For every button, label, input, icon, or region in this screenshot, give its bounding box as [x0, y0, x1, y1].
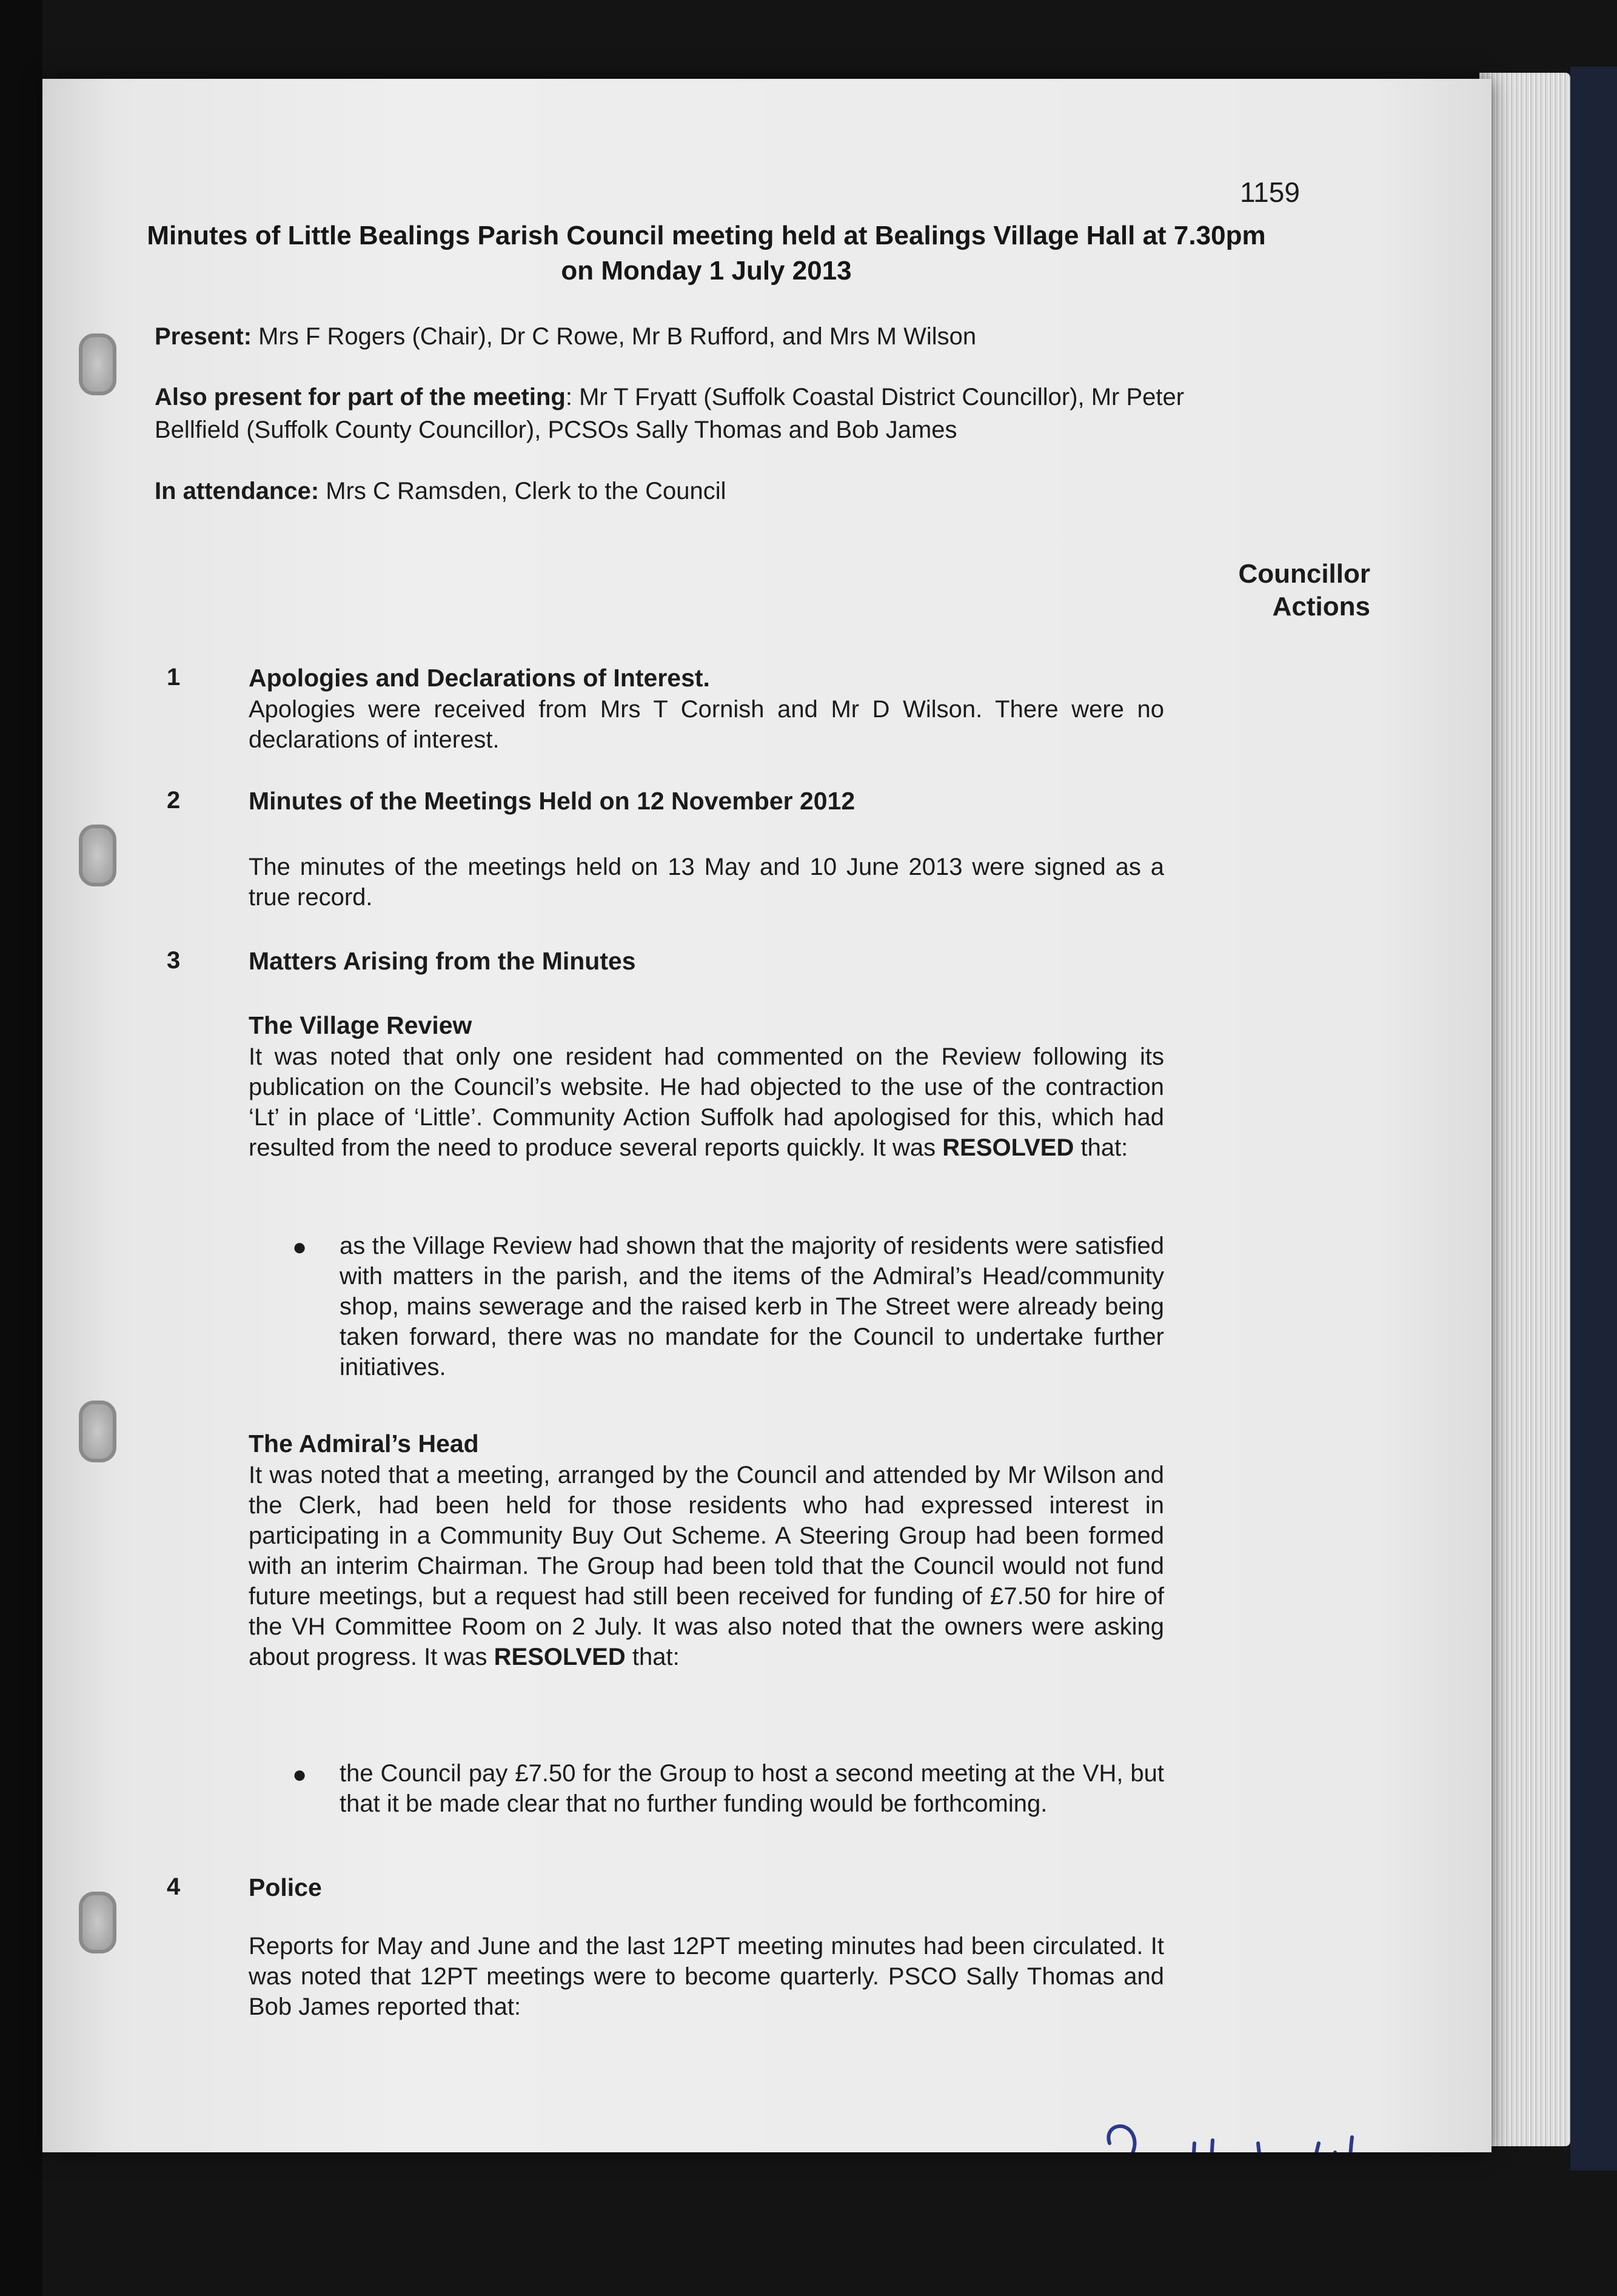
resolved-label: RESOLVED	[942, 1134, 1074, 1161]
subheading-village-review: The Village Review	[249, 1011, 472, 1039]
village-review-body	[249, 1042, 1164, 1163]
item-number: 3	[167, 947, 181, 974]
binder-cover-right	[1570, 67, 1617, 2170]
title-line-2: on Monday 1 July 2013	[561, 256, 852, 286]
attendance-line	[155, 475, 1367, 507]
item-heading: Apologies and Declarations of Interest.	[249, 664, 710, 692]
subheading-admirals-head: The Admiral’s Head	[249, 1430, 479, 1458]
item-number: 4	[167, 1873, 181, 1900]
village-review-resolution: as the Village Review had shown that the majority of residents were satisfied with matters in the parish, and the items of the Admiral’s Head/community shop, mains sewerage and the raised kerb in The Street were already being taken forward, there was no mandate for the Council to undertake further initiatives.	[340, 1233, 1164, 1381]
item-body: The minutes of the meetings held on 13 May and 10 June 2013 were signed as a true record.	[249, 854, 1164, 911]
item-number: 2	[167, 787, 181, 814]
item-heading: Police	[249, 1873, 322, 1901]
page-title	[133, 218, 1279, 289]
bullet-dot: ●	[292, 1761, 307, 1788]
admirals-head-text: It was noted that a meeting, arranged by the Council and attended by Mr Wilson and the Clerk, had been held for those residents who had expressed interest in participating in a Community Buy Out Scheme. A Steering Group had been formed with an interim Chairman. The Group had been told that the Council would not fund future meetings, but a request had still been received for funding of £7.50 for hire of the VH Committee Room on 2 July. It was also noted that the owners were asking about progress. It was	[249, 1462, 1164, 1670]
item-heading: Matters Arising from the Minutes	[249, 947, 636, 975]
councillor-actions-header	[1158, 558, 1370, 623]
attendance-text: Mrs C Ramsden, Clerk to the Council	[319, 478, 726, 504]
binder-spine-left	[0, 0, 42, 2296]
item-body: Apologies were received from Mrs T Cornish and Mr D Wilson. There were no declarations of interest.	[249, 696, 1164, 753]
also-present-label: Also present for part of the meeting	[155, 384, 566, 410]
handwritten-signature	[1091, 2101, 1479, 2152]
title-line-1: Minutes of Little Bealings Parish Council meeting held at Bealings Village Hall at 7.30pm	[147, 221, 1266, 250]
item-number: 1	[167, 664, 181, 691]
attendance-label: In attendance:	[155, 478, 320, 504]
page-stack-edge	[1479, 73, 1570, 2146]
resolved-that: that:	[625, 1644, 680, 1670]
also-present-text-2: Bellfield (Suffolk County Councillor), PCSOs Sally Thomas and Bob James	[155, 417, 957, 443]
present-label: Present:	[155, 323, 252, 350]
admirals-head-body	[249, 1460, 1164, 1672]
bullet-dot: ●	[292, 1234, 307, 1260]
item-heading: Minutes of the Meetings Held on 12 November 2012	[249, 787, 855, 815]
councillor-actions-line-2: Actions	[1272, 592, 1370, 621]
councillor-actions-line-1: Councillor	[1238, 559, 1370, 589]
item-body: Reports for May and June and the last 12PT meeting minutes had been circulated. It was noted that 12PT meetings were to become quarterly. PSCO Sally Thomas and Bob James reported that:	[249, 1933, 1164, 2020]
page-content	[42, 79, 1491, 2152]
village-review-text: It was noted that only one resident had commented on the Review following its publication on the Council’s website. He had objected to the use of the contraction ‘Lt’ in place of ‘Little’. Community Action Suffolk had apologised for this, which had resulted from the need to produce several reports quickly. It was	[249, 1043, 1164, 1161]
also-present-text: : Mr T Fryatt (Suffolk Coastal District Councillor), Mr Peter	[565, 384, 1185, 410]
resolved-label: RESOLVED	[494, 1644, 626, 1670]
resolved-that: that:	[1074, 1134, 1128, 1161]
also-present-block	[155, 381, 1367, 446]
admirals-head-resolution: the Council pay £7.50 for the Group to host a second meeting at the VH, but that it be made clear that no further funding would be forthcoming.	[340, 1760, 1164, 1817]
present-text: Mrs F Rogers (Chair), Dr C Rowe, Mr B Rufford, and Mrs M Wilson	[252, 323, 977, 350]
document-page	[42, 79, 1491, 2152]
page-number: 1159	[1240, 176, 1300, 208]
present-line	[155, 320, 1367, 353]
